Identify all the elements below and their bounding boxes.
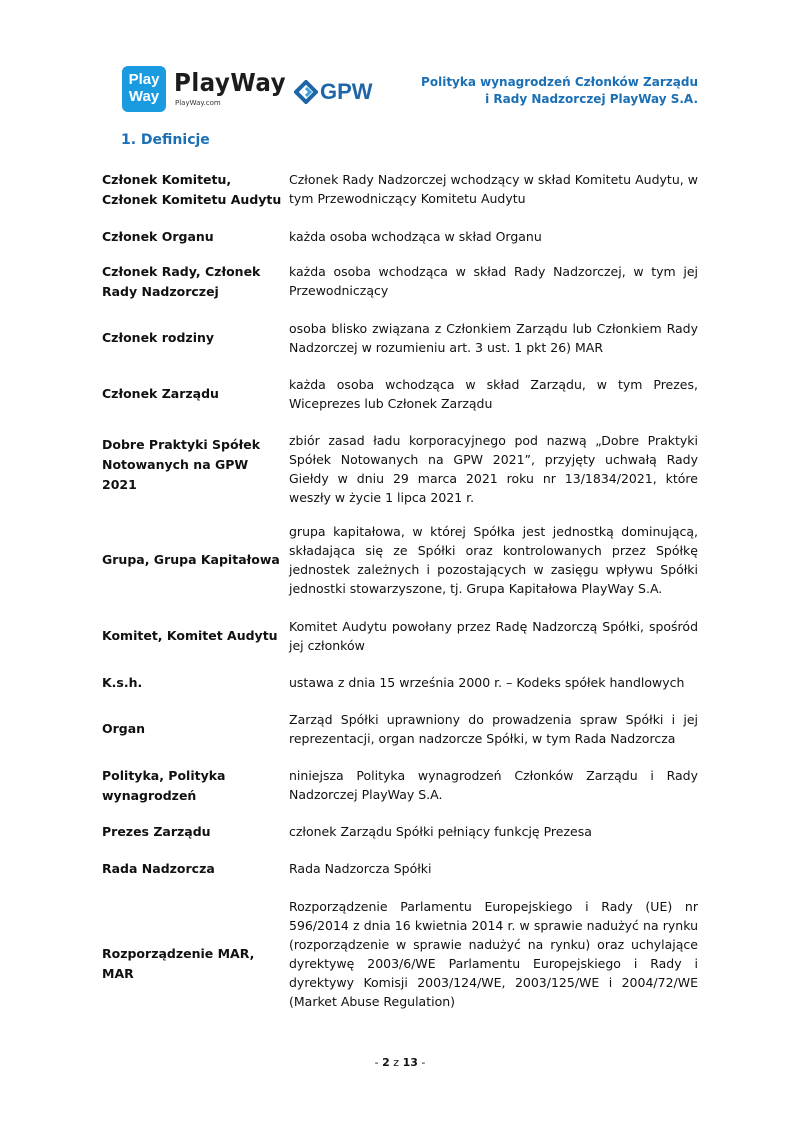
definition-term: Polityka, Polityka wynagrodzeń xyxy=(102,768,226,803)
definition-term: K.s.h. xyxy=(102,675,143,690)
definition-term: Grupa, Grupa Kapitałowa xyxy=(102,552,280,567)
definition-row xyxy=(102,227,698,247)
document-title-line1: Polityka wynagrodzeń Członków Zarządu xyxy=(421,75,698,89)
definition-row xyxy=(102,822,698,842)
definition-text: zbiór zasad ładu korporacyjnego pod nazwą „Dobre Praktyki Spółek Notowanych na GPW 2021”, przyjęty uchwałą Rady Giełdy w dniu 29 marca 2021 roku nr 13/1834/2021, które weszły w życie 1 lipca 2021 r. xyxy=(289,433,698,505)
definition-text: Komitet Audytu powołany przez Radę Nadzorczą Spółki, spośród jej członków xyxy=(289,619,698,653)
document-title-line2: i Rady Nadzorczej PlayWay S.A. xyxy=(485,92,698,106)
section-title: 1. Definicje xyxy=(121,132,210,148)
definition-row xyxy=(102,319,698,357)
definition-row xyxy=(102,710,698,748)
playway-logo-badge xyxy=(122,66,166,112)
footer-separator: z xyxy=(389,1056,403,1069)
footer-suffix: - xyxy=(417,1056,426,1069)
definition-row xyxy=(102,522,698,598)
definition-term: Organ xyxy=(102,721,146,736)
definition-row xyxy=(102,262,698,302)
gpw-logo xyxy=(294,80,386,104)
gpw-logo-text: GPW xyxy=(320,79,373,104)
definition-term: Dobre Praktyki Spółek Notowanych na GPW 2021 xyxy=(102,437,261,492)
definition-row xyxy=(102,673,698,693)
definition-term: Członek Komitetu, Członek Komitetu Audytu xyxy=(102,172,282,207)
page-footer xyxy=(0,1056,800,1069)
definition-term: Członek Organu xyxy=(102,229,214,244)
definition-term: Rada Nadzorcza xyxy=(102,861,215,876)
playway-logo-url: PlayWay.com xyxy=(175,99,221,107)
definition-term: Członek Rady, Członek Rady Nadzorczej xyxy=(102,264,261,299)
footer-page-number: 2 xyxy=(382,1056,390,1069)
definition-term: Członek Zarządu xyxy=(102,386,219,401)
definition-text: każda osoba wchodząca w skład Zarządu, w tym Prezes, Wiceprezes lub Członek Zarządu xyxy=(289,377,698,411)
footer-page-total: 13 xyxy=(402,1056,418,1069)
logo-badge-line2: Way xyxy=(128,88,160,105)
page-header xyxy=(122,66,698,114)
document-title xyxy=(421,74,698,108)
definition-text: niniejsza Polityka wynagrodzeń Członków Zarządu i Rady Nadzorczej PlayWay S.A. xyxy=(289,768,698,802)
definition-text: Członek Rady Nadzorczej wchodzący w skład Komitetu Audytu, w tym Przewodniczący Komitetu Audytu xyxy=(289,172,698,206)
logo-badge-line1: Play xyxy=(128,71,160,88)
definition-text: osoba blisko związana z Członkiem Zarządu lub Członkiem Rady Nadzorczej w rozumieniu art. 3 ust. 1 pkt 26) MAR xyxy=(289,321,698,355)
definition-row xyxy=(102,170,698,210)
definition-text: Zarząd Spółki uprawniony do prowadzenia spraw Spółki i jej reprezentacji, organ nadzorcze Spółki, w tym Rada Nadzorcza xyxy=(289,712,698,746)
definition-row xyxy=(102,859,698,879)
definition-text: Rozporządzenie Parlamentu Europejskiego i Rady (UE) nr 596/2014 z dnia 16 kwietnia 2014 r. w sprawie nadużyć na rynku (rozporządzenie w sprawie nadużyć na rynku) oraz uchylające dyrektywę 2003/6/WE Parlamentu Europejskiego i Rady i dyrektywy Komisji 2003/124/WE, 2003/125/WE i 2004/72/WE (Market Abuse Regulation) xyxy=(289,899,698,1009)
definition-row xyxy=(102,375,698,413)
definition-row xyxy=(102,766,698,806)
definition-term: Komitet, Komitet Audytu xyxy=(102,628,278,643)
definition-row xyxy=(102,897,698,1030)
gpw-mark-icon xyxy=(294,80,318,104)
definition-row xyxy=(102,431,698,507)
definition-text: grupa kapitałowa, w której Spółka jest jednostką dominującą, składająca się ze Spółki oraz kontrolowanych przez Spółkę jednostek zależnych i pozostających w zasięgu wpływu Spółki jednostki stowarzyszone, tj. Grupa Kapitałowa PlayWay S.A. xyxy=(289,524,698,596)
playway-logo-wordmark: PlayWay xyxy=(174,68,287,97)
definition-term: Członek rodziny xyxy=(102,330,215,345)
definition-text: każda osoba wchodząca w skład Organu xyxy=(289,229,542,244)
definition-term: Prezes Zarządu xyxy=(102,824,211,839)
footer-prefix: - xyxy=(374,1056,383,1069)
definition-text: każda osoba wchodząca w skład Rady Nadzorczej, w tym jej Przewodniczący xyxy=(289,264,698,298)
definition-row xyxy=(102,617,698,655)
definition-text: Rada Nadzorcza Spółki xyxy=(289,861,432,876)
definition-term: Rozporządzenie MAR, MAR xyxy=(102,945,255,981)
definition-text: ustawa z dnia 15 września 2000 r. – Kodeks spółek handlowych xyxy=(289,675,685,690)
definition-text: członek Zarządu Spółki pełniący funkcję Prezesa xyxy=(289,824,592,839)
